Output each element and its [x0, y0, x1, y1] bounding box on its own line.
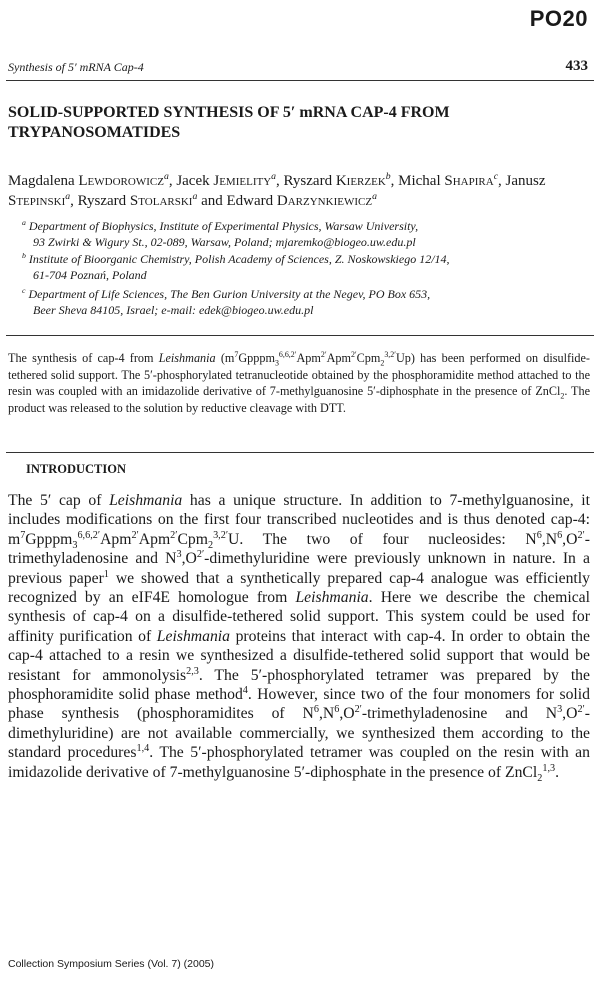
citation: 1,3 [542, 762, 556, 774]
title-line-2: TRYPANOSOMATIDES [8, 124, 181, 141]
citation: 1,4 [136, 743, 150, 755]
affiliation-mark: b [385, 171, 391, 182]
affiliation-c [22, 286, 582, 318]
citation: 2,3 [186, 665, 199, 677]
author-name: Janusz Stepinski$^a$ [8, 173, 546, 209]
footer-citation: Collection Symposium Series (Vol. 7) (2005) [8, 958, 215, 970]
paper-title [8, 103, 568, 143]
affiliation-line: Beer Sheva 84105, Israel; e-mail: edek@biogeo.uw.edu.pl [33, 303, 314, 317]
affiliation-mark: a [372, 191, 377, 202]
header-rule [6, 80, 594, 81]
affiliation-mark: a [22, 218, 26, 227]
author-name: Magdalena Lewdorowicz$^a$ [8, 171, 169, 189]
affiliation-line: 61-704 Poznań, Poland [33, 268, 147, 282]
organism-name: Leishmania [109, 492, 183, 509]
citation: 4 [242, 684, 248, 696]
affiliation-mark: a [163, 171, 169, 182]
author-name: Michal Shapira$^c$ [398, 171, 499, 189]
intro-paragraph: The 5′ cap of Leishmania has a unique structure. In addition to 7-methylguanosine, it includes modifications on the first four transcribed nucleotides and is thus denoted cap-4: $m^7Gpppm_3^{6,6,2'}Apm^{2'}Apm^{2'}Cpm_2^{3,2'}U$. The two of four nucleosides: $N^6,N^6,O^{2'}$-trimethyladenosine and $N^3,O^{2'}$-dimethyluridine were previously unknown in nature. In a previous paper$^1$ we showed that a synthetically prepared cap-4 analogue was efficiently recognized by an eIF4E homologue from Leishmania. Here we describe the chemical synthesis of cap-4 on a disulfide-tethered solid support. This system could be used for affinity purification of Leishmania proteins that interact with cap-4. In order to obtain the cap-4 attached to a resin we synthesized a disulfide-tethered solid support that would be resistant for ammonolysis$^{2,3}$. The 5′-phosphorylated tetramer was prepared by the phosphoramidite solid phase method$^4$. However, since two of the four monomers for solid phase synthesis (phosphoramidites of $N^6,N^6,O^{2'}$-trimethyladenosine and $N^3,O^{2'}-dimethyluridine$) are not available commercially, we synthesized them according to the standard procedures$^{1,4}$. The 5′-phosphorylated tetramer was coupled on the resin with an imidazolide derivative of 7-methylguanosine 5′-diphosphate in the presence of ZnCl$_2^{1,3}$. [8, 492, 590, 784]
organism-name: Leishmania [158, 351, 216, 365]
running-title: Synthesis of 5′ mRNA Cap-4 [8, 60, 144, 74]
affiliation-b [22, 251, 582, 283]
author-list: Magdalena Lewdorowicz$^a$, Jacek Jemielity$^a$, Ryszard Kierzek$^b$, Michal Shapira$^c$, Janusz Stepinski$^a$, Ryszard Stolarski$^a$ and Edward Darzynkiewicz$^a$ [8, 171, 546, 209]
section-heading: INTRODUCTION [26, 462, 127, 476]
citation: 1 [103, 568, 109, 580]
symposium-code: PO20 [529, 6, 588, 31]
author-name: Edward Darzynkiewicz$^a$ [226, 191, 377, 209]
page-number: 433 [565, 58, 588, 74]
author-name: Ryszard Kierzek$^b$ [283, 171, 391, 189]
affiliation-a [22, 218, 582, 250]
affiliation-line: 93 Zwirki & Wigury St., 02-089, Warsaw, Poland; mjaremko@biogeo.uw.edu.pl [33, 235, 416, 249]
affiliation-line: Department of Life Sciences, The Ben Gurion University at the Negev, PO Box 653, [28, 287, 431, 301]
author-name: Ryszard Stolarski$^a$ [77, 191, 198, 209]
affiliation-line: Department of Biophysics, Institute of Experimental Physics, Warsaw University, [28, 219, 419, 233]
abstract: The synthesis of cap-4 from Leishmania $(m^7Gpppm_3^{6,6,2'}Apm^{2'}Apm^{2'}Cpm_2^{3,2'}Up)$ has been performed on disulfide-tethered solid support. The 5′-phosphorylated tetranucleotide obtained by the phosphoramidite method attached to the resin was coupled with an imidazolide derivative of 7-methylguanosine 5′-diphosphate in the presence of ZnCl$_2$. The product was released to the solution by reductive cleavage with DTT. [8, 349, 591, 416]
author-name: Jacek Jemielity$^a$ [176, 171, 277, 189]
affiliation-mark: a [271, 171, 277, 182]
abstract-top-rule [6, 335, 594, 336]
affiliation-mark: c [493, 171, 499, 182]
abstract-bottom-rule [6, 452, 594, 453]
affiliation-mark: a [65, 191, 71, 202]
affiliation-line: Institute of Bioorganic Chemistry, Polish Academy of Sciences, Z. Noskowskiego 12/14, [28, 252, 450, 266]
affiliation-mark: c [22, 286, 26, 295]
title-line-1: SOLID-SUPPORTED SYNTHESIS OF 5′ mRNA CAP-4 FROM [8, 104, 450, 121]
affiliation-mark: b [22, 251, 26, 260]
affiliation-mark: a [192, 191, 198, 202]
